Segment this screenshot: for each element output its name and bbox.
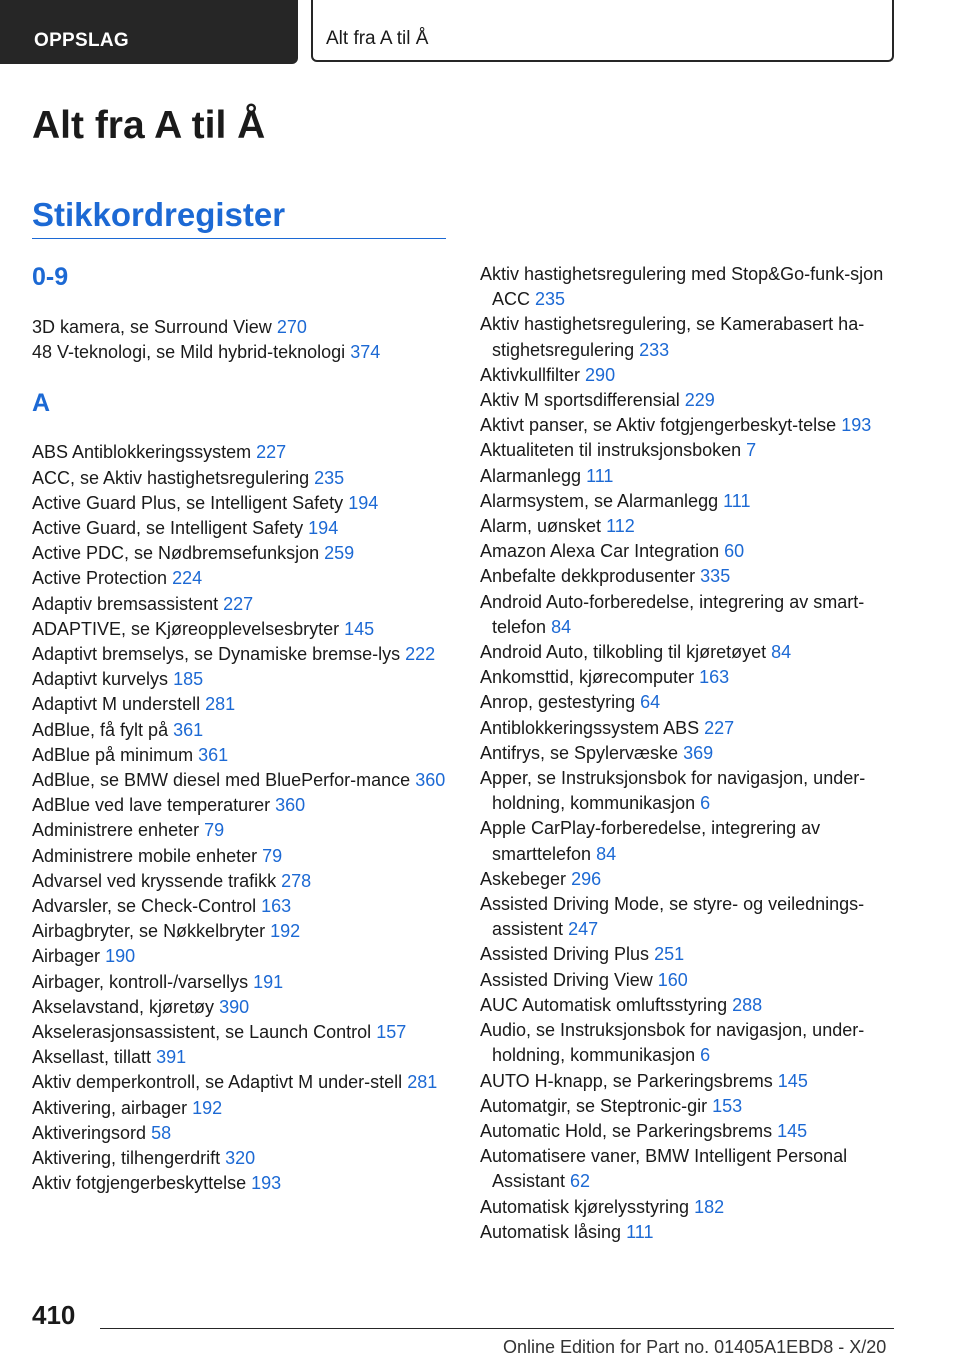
index-entry: [480, 816, 900, 866]
index-entry: [32, 970, 452, 995]
index-entry: [32, 743, 452, 768]
index-entry-page-link[interactable]: 227: [256, 442, 287, 463]
index-entry: [480, 942, 900, 967]
index-entry: [480, 766, 900, 816]
index-entry-term: Administrere enheter: [32, 820, 200, 841]
index-entry-term: 3D kamera, se Surround View: [32, 317, 272, 337]
index-entry-page-link[interactable]: 288: [732, 994, 763, 1015]
index-entry: [32, 1121, 452, 1146]
index-entry-page-link[interactable]: 111: [723, 490, 751, 511]
index-entry: [32, 995, 452, 1020]
index-entry: [32, 818, 452, 843]
index-column-left: [32, 262, 452, 1197]
index-entry-page-link[interactable]: 281: [407, 1072, 438, 1093]
index-entry: [32, 541, 452, 566]
index-entry: [32, 1020, 452, 1045]
index-entry: [480, 312, 900, 362]
index-entry-term: Aktiv demperkontroll, se Adaptivt M under‐stell: [32, 1072, 403, 1093]
index-entry-term: Akselerasjonsassistent, se Launch Control: [32, 1022, 372, 1043]
section-title-rule: [32, 238, 446, 239]
index-entry-page-link[interactable]: 7: [746, 440, 757, 461]
index-entry-term: Automatisere vaner, BMW Intelligent Personal Assistant: [480, 1146, 848, 1192]
index-entry-page-link[interactable]: 58: [151, 1122, 172, 1143]
index-entry: [480, 1195, 900, 1220]
index-entry-term: Ankomsttid, kjørecomputer: [480, 667, 695, 688]
index-entry-page-link[interactable]: 251: [654, 944, 685, 965]
index-entry-term: Airbager, kontroll-/varsellys: [32, 971, 249, 992]
index-entry-page-link[interactable]: 270: [276, 317, 307, 337]
index-entry-page-link[interactable]: 153: [712, 1095, 743, 1116]
index-entry-term: Advarsler, se Check-Control: [32, 896, 257, 917]
index-entry-term: Anbefalte dekkprodusenter: [480, 566, 696, 587]
index-entry-term: Airbagbryter, se Nøkkelbryter: [32, 921, 266, 942]
index-entry-term: Apper, se Instruksjonsbok for navigasjon, under‐holdning, kommunikasjon: [480, 768, 866, 814]
index-entry: [32, 566, 452, 591]
index-entry-page-link[interactable]: 112: [606, 516, 635, 537]
index-entry: [480, 438, 900, 463]
index-entry-term: Android Auto-forberedelse, integrering av smart‐telefon: [480, 591, 865, 637]
index-entry-term: Aktiv fotgjengerbeskyttelse: [32, 1173, 247, 1194]
index-entry: [32, 1171, 452, 1196]
index-entry-page-link[interactable]: 361: [198, 744, 229, 765]
index-entry: [32, 869, 452, 894]
section-tab-label: OPPSLAG: [34, 30, 130, 51]
index-entry: [32, 617, 452, 642]
index-entry-term: Aktualiteten til instruksjonsboken: [480, 440, 742, 461]
index-entry-page-link[interactable]: 163: [699, 667, 730, 688]
index-entry-term: Automatic Hold, se Parkeringsbrems: [480, 1120, 773, 1141]
index-entry-term: Aktiveringsord: [32, 1122, 147, 1143]
index-entry-term: AdBlue, få fylt på: [32, 719, 169, 740]
index-entry-page-link[interactable]: 182: [694, 1196, 725, 1217]
index-entry-page-link[interactable]: 281: [205, 694, 236, 715]
index-entry-page-link[interactable]: 227: [704, 717, 735, 738]
index-entry: [32, 1096, 452, 1121]
index-entry-page-link[interactable]: 224: [172, 568, 203, 589]
index-entry: [480, 564, 900, 589]
index-entry: [480, 690, 900, 715]
index-entry-term: Audio, se Instruksjonsbok for navigasjon, under‐holdning, kommunikasjon: [480, 1020, 865, 1066]
index-entry-term: Aktiv M sportsdifferensial: [480, 390, 680, 411]
index-entry-page-link[interactable]: 335: [700, 566, 731, 587]
index-entry: [480, 514, 900, 539]
index-entry: [32, 491, 452, 516]
index-entry-page-link[interactable]: 191: [253, 971, 284, 992]
index-entry-term: Antiblokkeringssystem ABS: [480, 717, 700, 738]
index-entry: [480, 1094, 900, 1119]
index-entry-page-link[interactable]: 247: [568, 919, 599, 940]
index-entry-page-link[interactable]: 190: [105, 946, 136, 967]
index-entry: [32, 340, 452, 365]
index-entry-page-link[interactable]: 229: [684, 390, 715, 411]
index-entry: [32, 718, 452, 743]
index-entry-term: Active Guard Plus, se Intelligent Safety: [32, 492, 344, 513]
index-entry-term: ACC, se Aktiv hastighetsregulering: [32, 467, 310, 488]
index-entry: [32, 1045, 452, 1070]
section-title: Stikkordregister: [32, 196, 286, 233]
index-entry-term: AUC Automatisk omluftsstyring: [480, 994, 728, 1015]
index-entry-term: AdBlue ved lave temperaturer: [32, 795, 271, 816]
index-entry: [32, 440, 452, 465]
index-entry: [32, 692, 452, 717]
index-entry-page-link[interactable]: 290: [585, 364, 616, 385]
index-entry-term: Automatisk kjørelysstyring: [480, 1196, 690, 1217]
index-entry: [480, 1069, 900, 1094]
chapter-tab: [311, 0, 894, 62]
index-entry-term: Adaptivt bremselys, se Dynamiske bremse‐lys: [32, 644, 401, 665]
index-entry-page-link[interactable]: 235: [535, 289, 566, 310]
index-entry: [32, 894, 452, 919]
index-entry-term: ABS Antiblokkeringssystem: [32, 442, 252, 463]
index-entry: [480, 741, 900, 766]
index-entry-term: Assisted Driving Plus: [480, 944, 650, 965]
section-tab: [0, 0, 298, 64]
index-entry: [32, 516, 452, 541]
index-entry-page-link[interactable]: 193: [841, 415, 872, 436]
index-entry-page-link[interactable]: 194: [308, 518, 339, 539]
index-entry-term: Active PDC, se Nødbremsefunksjon: [32, 543, 320, 564]
index-entry-term: Apple CarPlay-forberedelse, integrering av smarttelefon: [480, 818, 821, 864]
index-entry: [480, 388, 900, 413]
index-entry-term: Aktivkullfilter: [480, 364, 581, 385]
index-entry: [480, 867, 900, 892]
index-entry-page-link[interactable]: 84: [771, 642, 792, 663]
index-entry-term: Antifrys, se Spylervæske: [480, 742, 679, 763]
index-entry: [480, 363, 900, 388]
index-letter-heading: 0-9: [32, 263, 69, 291]
index-entry: [480, 413, 900, 438]
index-entry-page-link[interactable]: 79: [204, 820, 225, 841]
index-entry-term: Automatgir, se Steptronic-gir: [480, 1095, 708, 1116]
index-entry-page-link[interactable]: 259: [324, 543, 355, 564]
index-entry-term: AdBlue, se BMW diesel med BluePerfor‐mance: [32, 770, 411, 791]
index-entry-page-link[interactable]: 296: [571, 868, 602, 889]
index-entry-page-link[interactable]: 60: [724, 541, 745, 562]
index-entry: [32, 642, 452, 667]
page-title: Alt fra A til Å: [32, 104, 266, 147]
index-entry: [32, 844, 452, 869]
index-entry: [480, 539, 900, 564]
index-entry-term: AUTO H-knapp, se Parkeringsbrems: [480, 1070, 773, 1091]
index-entry-term: Akselavstand, kjøretøy: [32, 996, 215, 1017]
index-entry: [480, 716, 900, 741]
index-entry-term: Amazon Alexa Car Integration: [480, 541, 720, 562]
index-entry: [32, 1070, 452, 1095]
index-entry: [32, 1146, 452, 1171]
index-entry: [480, 968, 900, 993]
index-entry-page-link[interactable]: 145: [777, 1070, 808, 1091]
index-entry-page-link[interactable]: 193: [251, 1173, 282, 1194]
index-entry-term: Android Auto, tilkobling til kjøretøyet: [480, 642, 767, 663]
index-entry-term: Anrop, gestestyring: [480, 692, 636, 713]
index-entry: [480, 1220, 900, 1245]
index-entry: [32, 919, 452, 944]
index-entry-term: Automatisk låsing: [480, 1221, 622, 1242]
index-entry-term: Aktiv hastighetsregulering, se Kamerabasert ha‐stighetsregulering: [480, 314, 865, 360]
index-entry-term: Active Protection: [32, 568, 168, 589]
index-entry-term: Active Guard, se Intelligent Safety: [32, 518, 304, 539]
index-entry: [32, 667, 452, 692]
index-entry: [480, 489, 900, 514]
index-entry-page-link[interactable]: 227: [223, 593, 254, 614]
index-entry: [32, 315, 452, 340]
index-entry-page-link[interactable]: 163: [261, 896, 292, 917]
index-entry-page-link[interactable]: 360: [415, 770, 446, 791]
index-entry-term: Adaptiv bremsassistent: [32, 593, 219, 614]
index-column-right: [480, 262, 900, 1245]
index-entry-term: Alarmanlegg: [480, 465, 582, 486]
index-entry-term: Aktivt panser, se Aktiv fotgjengerbeskyt‐telse: [480, 415, 837, 436]
index-entry-term: Adaptivt kurvelys: [32, 669, 169, 690]
index-entry-page-link[interactable]: 361: [173, 719, 204, 740]
index-entry-page-link[interactable]: 6: [700, 793, 711, 814]
index-entry-page-link[interactable]: 157: [376, 1022, 407, 1043]
index-entry-term: AdBlue på minimum: [32, 744, 194, 765]
chapter-tab-label: Alt fra A til Å: [326, 28, 429, 49]
index-entry-page-link[interactable]: 79: [262, 845, 283, 866]
index-entry-term: ADAPTIVE, se Kjøreopplevelsesbryter: [32, 618, 340, 639]
index-entry-page-link[interactable]: 369: [683, 742, 714, 763]
index-entry-term: Adaptivt M understell: [32, 694, 201, 715]
index-entry-page-link[interactable]: 360: [275, 795, 306, 816]
index-entry-term: Airbager: [32, 946, 101, 967]
index-entry-page-link[interactable]: 235: [314, 467, 345, 488]
index-entry-page-link[interactable]: 111: [586, 465, 614, 486]
index-entry-term: 48 V-teknologi, se Mild hybrid-teknologi: [32, 342, 346, 363]
index-entry: [480, 640, 900, 665]
index-entry: [480, 665, 900, 690]
index-entry-page-link[interactable]: 233: [639, 339, 670, 360]
index-entry-page-link[interactable]: 192: [192, 1097, 223, 1118]
index-entry-page-link[interactable]: 84: [551, 616, 572, 637]
index-entry-term: Alarm, uønsket: [480, 516, 602, 537]
index-entry-page-link[interactable]: 84: [596, 843, 617, 864]
footer-rule: [100, 1328, 894, 1329]
index-entry: [32, 793, 452, 818]
index-entry-term: Advarsel ved kryssende trafikk: [32, 870, 277, 891]
index-entry-page-link[interactable]: 222: [405, 644, 436, 665]
index-entry-page-link[interactable]: 62: [570, 1171, 591, 1192]
index-entry: [480, 1119, 900, 1144]
index-entry: [32, 466, 452, 491]
index-entry: [480, 464, 900, 489]
index-letter-heading: A: [32, 389, 51, 418]
index-entry-term: Administrere mobile enheter: [32, 845, 258, 866]
index-entry-page-link[interactable]: 145: [344, 618, 375, 639]
index-entry-page-link[interactable]: 145: [777, 1120, 808, 1141]
index-entry-term: Alarmsystem, se Alarmanlegg: [480, 490, 719, 511]
index-entry-term: Askebeger: [480, 868, 567, 889]
index-entry-term: Aktiv hastighetsregulering med Stop&Go-funk‐sjon ACC: [480, 264, 884, 310]
index-entry: [480, 1144, 900, 1194]
index-entry-term: Aksellast, tillatt: [32, 1047, 152, 1068]
index-entry-term: Aktivering, airbager: [32, 1097, 188, 1118]
index-entry: [32, 768, 452, 793]
index-entry-page-link[interactable]: 320: [225, 1148, 256, 1169]
index-entry-page-link[interactable]: 278: [281, 870, 312, 891]
index-entry-page-link[interactable]: 111: [626, 1221, 654, 1242]
index-entry-page-link[interactable]: 390: [219, 996, 250, 1017]
index-entry: [480, 993, 900, 1018]
index-entry: [480, 892, 900, 942]
index-entry-page-link[interactable]: 391: [156, 1047, 187, 1068]
index-entry-page-link[interactable]: 64: [640, 692, 661, 713]
index-entry: [480, 262, 900, 312]
index-entry-page-link[interactable]: 185: [173, 669, 204, 690]
index-entry-page-link[interactable]: 194: [348, 492, 379, 513]
index-entry-page-link[interactable]: 192: [270, 921, 301, 942]
page-number: 410: [32, 1300, 76, 1330]
footer-edition: Online Edition for Part no. 01405A1EBD8 - X/20: [503, 1337, 887, 1357]
index-entry-page-link[interactable]: 160: [657, 969, 688, 990]
index-entry: [32, 944, 452, 969]
index-entry: [480, 590, 900, 640]
index-entry: [32, 592, 452, 617]
index-entry-page-link[interactable]: 374: [350, 342, 381, 363]
index-entry: [480, 1018, 900, 1068]
index-entry-term: Assisted Driving Mode, se styre- og veilednings‐assistent: [480, 894, 865, 940]
index-entry-page-link[interactable]: 6: [700, 1045, 711, 1066]
index-entry-term: Assisted Driving View: [480, 969, 653, 990]
index-entry-term: Aktivering, tilhengerdrift: [32, 1148, 221, 1169]
